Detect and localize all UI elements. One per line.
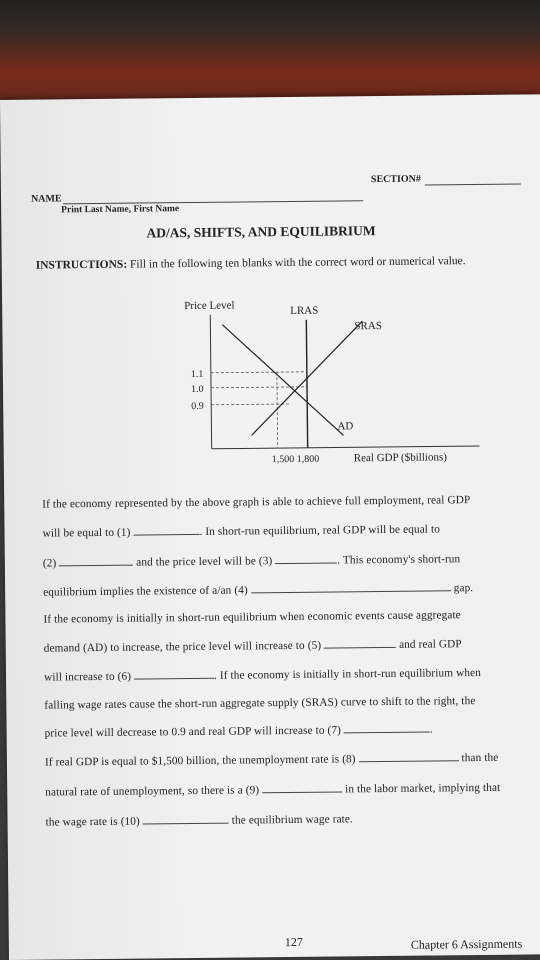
- worksheet-title: AD/AS, SHIFTS, AND EQUILIBRIUM: [146, 223, 376, 241]
- guide-1500: [277, 372, 278, 448]
- para-line-12: [46, 813, 353, 828]
- chapter-label: Chapter 6 Assignments: [410, 936, 523, 952]
- para-line-2: [42, 523, 440, 539]
- text-labor-market: in the labor market, implying that: [344, 781, 501, 796]
- instructions: [36, 255, 466, 272]
- text-q7: price level will decrease to 0.9 and real GDP will increase to (7): [44, 724, 342, 740]
- lras-label: LRAS: [290, 304, 319, 317]
- x-axis: [212, 446, 480, 449]
- text-after-q3: . This economy's short-run: [337, 553, 461, 567]
- para-line-9: [45, 724, 433, 740]
- text-q6: will increase to (6): [43, 670, 132, 684]
- lras-curve: [306, 320, 307, 448]
- text-q2: (2): [42, 557, 57, 570]
- section-label: SECTION#: [370, 173, 421, 186]
- x-axis-label: Real GDP ($billions): [353, 451, 447, 465]
- name-label: NAME: [30, 193, 62, 205]
- para-line-1: If the economy represented by the above graph is able to achieve full employment, real GDP: [42, 494, 471, 511]
- para-line-11: [45, 782, 500, 799]
- text-period: .: [429, 723, 433, 736]
- blank-10[interactable]: [143, 823, 229, 825]
- blank-5[interactable]: [324, 647, 396, 649]
- y-axis: [210, 315, 211, 449]
- ad-curve: [222, 323, 343, 436]
- text-after-q1: . In short-run equilibrium, real GDP will be equal to: [199, 523, 440, 538]
- y-tick-1-0: 1.0: [190, 383, 204, 396]
- x-ticks: 1,500 1,800: [271, 453, 320, 466]
- text-gap: gap.: [453, 582, 474, 595]
- text-q9: natural rate of unemployment, so there is a (9): [45, 784, 260, 799]
- name-hint: Print Last Name, First Name: [61, 204, 180, 216]
- blank-2[interactable]: [59, 565, 133, 567]
- section-blank: [425, 184, 521, 186]
- para-line-4: [43, 582, 473, 599]
- instructions-text: Fill in the following ten blanks with the correct word or numerical value.: [129, 255, 466, 271]
- name-blank: [63, 200, 363, 204]
- guide-0-9: [211, 404, 291, 405]
- page-number: 127: [284, 934, 303, 950]
- text-equilibrium-wage: the equilibrium wage rate.: [231, 813, 354, 827]
- blank-4[interactable]: [251, 590, 451, 593]
- text-after-q6: . If the economy is initially in short-run equilibrium when: [213, 666, 481, 682]
- y-tick-1-1: 1.1: [190, 368, 204, 381]
- text-q4: equilibrium implies the existence of a/an (4): [43, 584, 248, 599]
- text-q3: and the price level will be (3): [136, 555, 273, 569]
- text-q1: will be equal to (1): [42, 526, 131, 540]
- blank-3[interactable]: [275, 562, 337, 564]
- para-line-3: [43, 553, 461, 569]
- para-line-7: [44, 667, 481, 684]
- guide-1-0: [211, 387, 307, 388]
- blank-9[interactable]: [262, 791, 342, 793]
- para-line-5: If the economy is initially in short-run equilibrium when economic events cause aggregate: [43, 609, 461, 626]
- blank-1[interactable]: [133, 534, 199, 536]
- worksheet-page: [0, 94, 540, 960]
- para-line-8: falling wage rates cause the short-run aggregate supply (SRAS) curve to shift to the right, the: [44, 695, 476, 712]
- text-q10: the wage rate is (10): [45, 815, 140, 829]
- text-real-gdp: and real GDP: [398, 638, 462, 651]
- ad-as-graph: [178, 288, 480, 476]
- blank-6[interactable]: [134, 678, 214, 680]
- y-tick-0-9: 0.9: [191, 400, 204, 413]
- instructions-label: INSTRUCTIONS:: [35, 258, 128, 272]
- sras-label: SRAS: [354, 320, 382, 333]
- blank-8[interactable]: [359, 760, 459, 762]
- para-line-10: [45, 752, 499, 769]
- text-q5: demand (AD) to increase, the price level will increase to (5): [43, 639, 322, 655]
- y-axis-label: Price Level: [184, 299, 235, 313]
- guide-1-1: [211, 372, 305, 373]
- text-q8: If real GDP is equal to $1,500 billion, the unemployment rate is (8): [44, 753, 356, 769]
- blank-7[interactable]: [344, 732, 430, 734]
- para-line-6: [44, 638, 462, 654]
- ad-label: AD: [337, 420, 354, 433]
- text-than-the: than the: [461, 751, 499, 765]
